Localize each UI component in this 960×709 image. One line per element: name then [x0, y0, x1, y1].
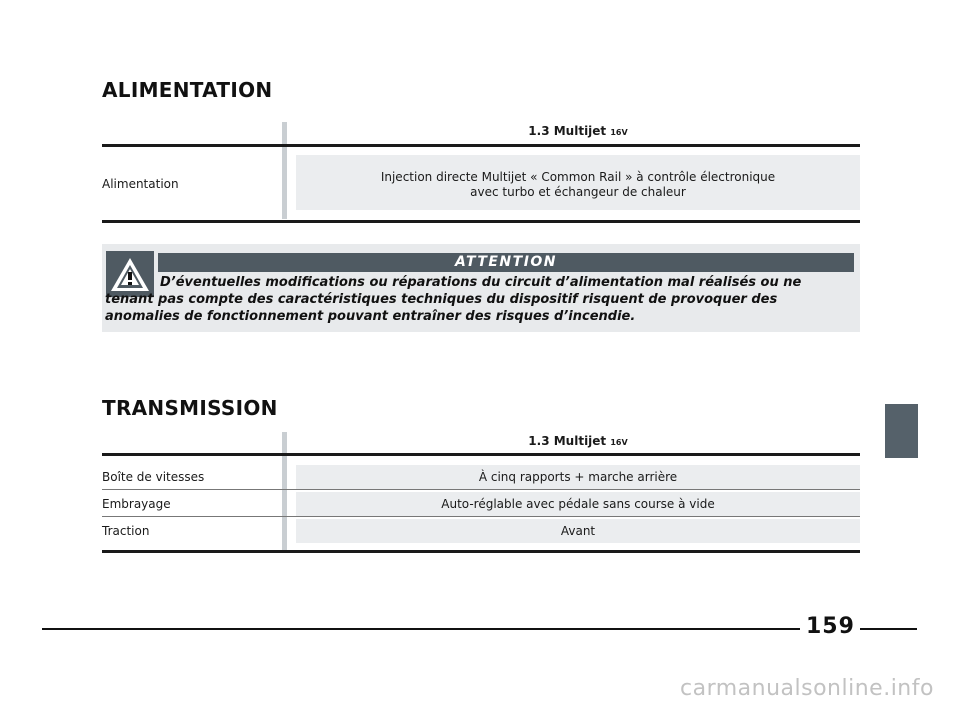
engine-valves: 16V	[610, 438, 628, 447]
engine-valves: 16V	[610, 128, 628, 137]
value-line-2: avec turbo et échangeur de chaleur	[470, 185, 686, 199]
header-rule	[102, 453, 860, 456]
footer-rule-right	[860, 628, 917, 630]
warning-header: ATTENTION	[158, 253, 854, 272]
table-bottom-rule	[102, 550, 860, 553]
row-label-clutch: Embrayage	[102, 497, 171, 511]
row-label-gearbox: Boîte de vitesses	[102, 470, 205, 484]
row-value-gearbox: À cinq rapports + marche arrière	[478, 470, 678, 484]
section-title-alimentation: ALIMENTATION	[102, 78, 273, 102]
column-divider	[282, 432, 287, 552]
column-divider	[282, 122, 287, 219]
value-line-1: Injection directe Multijet « Common Rail » à contrôle électronique	[380, 170, 776, 184]
warning-text: D’éventuelles modifications ou réparations du circuit d’alimentation mal réalisés ou ne tenant pas compte des caractéristiques techniques du dispositif risquent de provoquer des anomalies de fonctionnement pouvant entraîner des risques d’incendie.	[105, 275, 802, 324]
engine-name: 1.3 Multijet	[528, 124, 607, 138]
row-value-clutch: Auto-réglable avec pédale sans course à vide	[441, 497, 715, 511]
chapter-side-tab	[885, 404, 918, 458]
engine-column-header	[296, 434, 860, 448]
header-rule	[102, 144, 860, 147]
section-title-transmission: TRANSMISSION	[102, 396, 278, 420]
watermark: carmanualsonline.info	[680, 676, 934, 701]
table-bottom-rule	[102, 220, 860, 223]
engine-column-header	[296, 124, 860, 138]
footer-rule-left	[42, 628, 800, 630]
row-separator	[102, 489, 860, 490]
row-value-traction: Avant	[560, 524, 596, 538]
row-label-alimentation: Alimentation	[102, 177, 179, 191]
row-value-alimentation	[296, 170, 860, 200]
page-number: 159	[806, 614, 855, 639]
row-label-traction: Traction	[102, 524, 150, 538]
row-separator	[102, 516, 860, 517]
engine-name: 1.3 Multijet	[528, 434, 607, 448]
